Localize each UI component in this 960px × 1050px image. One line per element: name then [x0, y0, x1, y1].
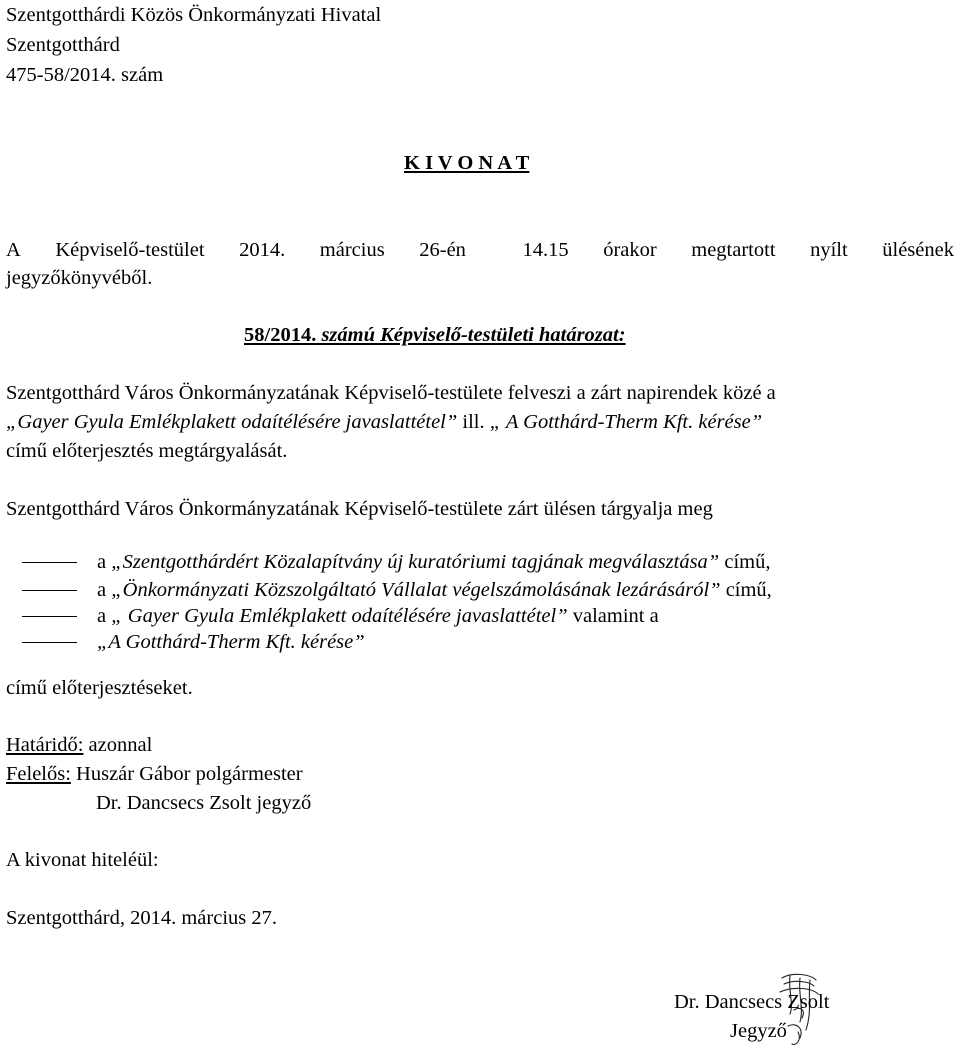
- reference-number: 475-58/2014. szám: [6, 64, 164, 86]
- city-name: Szentgotthárd: [6, 34, 120, 56]
- closing-text: című előterjesztéseket.: [6, 677, 193, 699]
- para1-line-3: című előterjesztés megtárgyalását.: [6, 440, 288, 462]
- intro-word: ülésének: [882, 239, 954, 261]
- deadline-label: Határidő:: [6, 734, 84, 756]
- dash-bullet: [22, 642, 77, 643]
- item-suffix: című,: [719, 551, 771, 573]
- list-item: [22, 630, 365, 654]
- deadline-line: [6, 733, 152, 757]
- item-title: „Szentgotthárdért Közalapítvány új kuratóriumi tagjának megválasztása”: [111, 551, 720, 573]
- item-suffix: valamint a: [567, 605, 659, 627]
- responsible-label: Felelős:: [6, 763, 71, 785]
- dash-bullet: [22, 616, 77, 617]
- conjunction-text: ill.: [457, 411, 490, 433]
- intro-word: március: [319, 239, 385, 261]
- item-title: „Önkormányzati Közszolgáltató Vállalat végelszámolásának lezárásáról”: [111, 579, 721, 601]
- intro-word: 2014.: [239, 239, 286, 261]
- certify-text: A kivonat hiteléül:: [6, 849, 159, 871]
- request-title: „ A Gotthárd-Therm Kft. kérése”: [489, 411, 763, 433]
- item-suffix: című,: [720, 579, 772, 601]
- intro-line-2: jegyzőkönyvéből.: [6, 267, 153, 289]
- place-date: Szentgotthárd, 2014. március 27.: [6, 907, 278, 929]
- intro-word: megtartott: [691, 239, 776, 261]
- para1-line-2: [6, 410, 762, 434]
- signatory-name: Dr. Dancsecs Zsolt: [674, 991, 830, 1013]
- para1-line-1: Szentgotthárd Város Önkormányzatának Képviselő-testülete felveszi a zárt napirendek közé a: [6, 382, 776, 404]
- item-prefix: a: [97, 551, 112, 573]
- list-item: [22, 578, 772, 602]
- item-prefix: a: [97, 579, 112, 601]
- intro-word: Képviselő-testület: [55, 239, 205, 261]
- responsible-line: [6, 762, 303, 786]
- intro-word: órakor: [603, 239, 657, 261]
- dash-bullet: [22, 562, 77, 563]
- deadline-value: azonnal: [83, 734, 153, 756]
- intro-word: A: [6, 239, 21, 261]
- office-name: Szentgotthárdi Közös Önkormányzati Hivatal: [6, 4, 382, 26]
- item-title: „A Gotthárd-Therm Kft. kérése”: [97, 631, 365, 653]
- resolution-number: 58/2014.: [244, 324, 317, 346]
- para2: Szentgotthárd Város Önkormányzatának Képviselő-testülete zárt ülésen tárgyalja meg: [6, 498, 713, 520]
- item-prefix: a: [97, 605, 112, 627]
- signatory-role: Jegyző: [730, 1020, 787, 1042]
- intro-word: 14.15: [522, 239, 569, 261]
- intro-line-1: [6, 238, 954, 262]
- proposal-title: „Gayer Gyula Emlékplakett odaítélésére javaslattétel”: [6, 411, 458, 433]
- intro-word: 26-én: [419, 239, 466, 261]
- item-title: „ Gayer Gyula Emlékplakett odaítélésére javaslattétel”: [111, 605, 568, 627]
- responsible-second: Dr. Dancsecs Zsolt jegyző: [96, 792, 312, 814]
- intro-word: nyílt: [810, 239, 848, 261]
- document-title: K I V O N A T: [404, 152, 530, 174]
- list-item: [22, 550, 770, 574]
- resolution-heading: [244, 323, 626, 347]
- responsible-value: Huszár Gábor polgármester: [70, 763, 303, 785]
- dash-bullet: [22, 590, 77, 591]
- list-item: [22, 604, 659, 628]
- resolution-title: számú Képviselő-testületi határozat:: [316, 324, 626, 346]
